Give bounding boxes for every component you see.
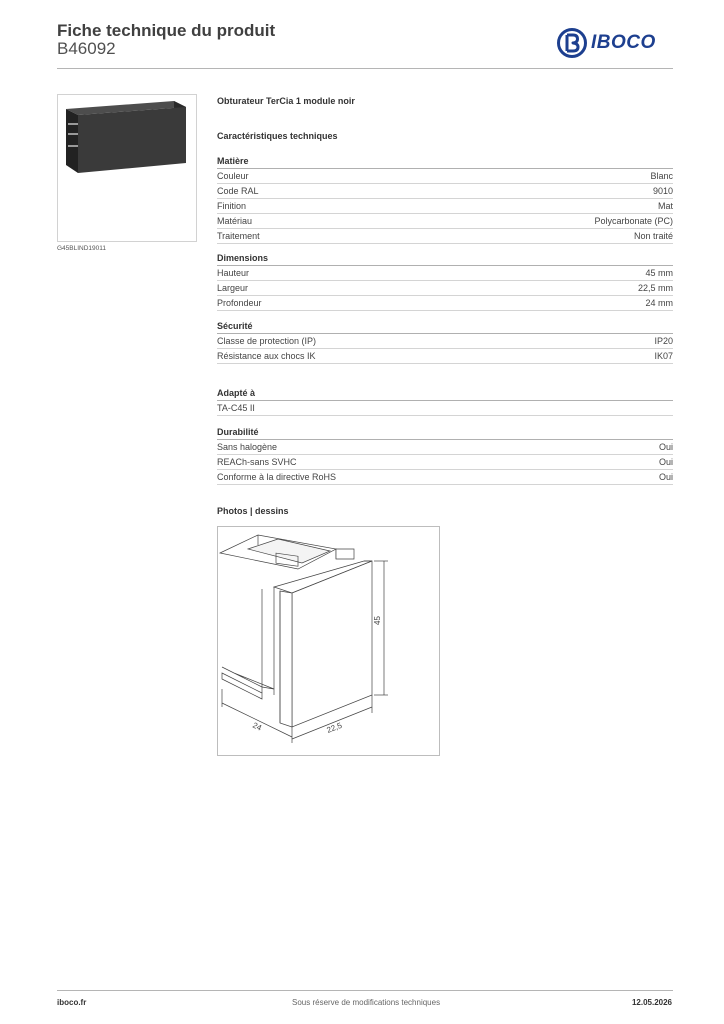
product-code: B46092 xyxy=(57,39,116,58)
spec-value: Oui xyxy=(658,457,673,467)
footer-site-link[interactable]: iboco.fr xyxy=(57,998,87,1007)
spec-label: Matériau xyxy=(217,216,253,226)
section-title: Sécurité xyxy=(217,319,673,334)
footer-divider xyxy=(57,990,673,991)
spec-value: Mat xyxy=(657,201,673,211)
spec-row xyxy=(217,470,673,485)
spec-row xyxy=(217,296,673,311)
dim-width-label: 22,5 xyxy=(325,720,344,735)
spec-label: Traitement xyxy=(217,231,260,241)
spec-value: IP20 xyxy=(654,336,673,346)
brand-name: IBOCO xyxy=(591,32,656,53)
spec-row xyxy=(217,281,673,296)
spec-label: Sans halogène xyxy=(217,442,278,452)
product-photo-image xyxy=(58,95,196,241)
spec-value: Polycarbonate (PC) xyxy=(594,216,673,226)
brand-logo xyxy=(557,28,656,58)
spec-value: 22,5 mm xyxy=(637,283,673,293)
section-matiere xyxy=(217,154,673,244)
spec-row xyxy=(217,440,673,455)
spec-label: Profondeur xyxy=(217,298,262,308)
spec-label: Code RAL xyxy=(217,186,259,196)
dim-depth-label: 24 xyxy=(251,720,264,733)
spec-row xyxy=(217,349,673,364)
spec-label: Hauteur xyxy=(217,268,250,278)
spec-row xyxy=(217,266,673,281)
spec-value: 45 mm xyxy=(645,268,673,278)
spec-label: Largeur xyxy=(217,283,249,293)
spec-value: 9010 xyxy=(652,186,673,196)
section-dimensions xyxy=(217,251,673,311)
spec-label: Finition xyxy=(217,201,247,211)
header-divider xyxy=(57,68,673,69)
section-title: Matière xyxy=(217,154,673,169)
section-durabilite xyxy=(217,425,673,485)
tech-characteristics-title: Caractéristiques techniques xyxy=(217,131,338,141)
spec-value: Oui xyxy=(658,442,673,452)
spec-row xyxy=(217,455,673,470)
spec-value: Non traité xyxy=(633,231,673,241)
footer-date: 12.05.2026 xyxy=(631,998,672,1007)
section-title: Durabilité xyxy=(217,425,673,440)
dim-height-label: 45 xyxy=(373,616,382,625)
spec-row xyxy=(217,169,673,184)
spec-value: 24 mm xyxy=(645,298,673,308)
spec-label: Couleur xyxy=(217,171,249,181)
spec-label: TA-C45 II xyxy=(217,403,255,413)
spec-label: REACh-sans SVHC xyxy=(217,457,297,467)
section-title: Dimensions xyxy=(217,251,673,266)
spec-label: Classe de protection (IP) xyxy=(217,336,317,346)
technical-drawing xyxy=(217,526,440,756)
spec-label: Conforme à la directive RoHS xyxy=(217,472,337,482)
photo-caption: G45BLIND19011 xyxy=(57,245,107,252)
spec-row xyxy=(217,229,673,244)
page-title: Fiche technique du produit xyxy=(57,21,276,40)
spec-value: Blanc xyxy=(650,171,673,181)
photos-title: Photos | dessins xyxy=(217,506,289,516)
spec-value: Oui xyxy=(658,472,673,482)
spec-row xyxy=(217,401,673,416)
spec-row xyxy=(217,199,673,214)
product-photo xyxy=(57,94,197,242)
product-name: Obturateur TerCia 1 module noir xyxy=(217,96,355,106)
footer-note: Sous réserve de modifications techniques xyxy=(292,998,441,1007)
technical-drawing-image xyxy=(218,527,439,755)
spec-value: IK07 xyxy=(654,351,673,361)
section-securite xyxy=(217,319,673,364)
section-adapte xyxy=(217,386,673,416)
spec-row xyxy=(217,334,673,349)
spec-row xyxy=(217,184,673,199)
iboco-logo-icon xyxy=(557,28,587,58)
spec-label: Résistance aux chocs IK xyxy=(217,351,316,361)
spec-row xyxy=(217,214,673,229)
section-title: Adapté à xyxy=(217,386,673,401)
